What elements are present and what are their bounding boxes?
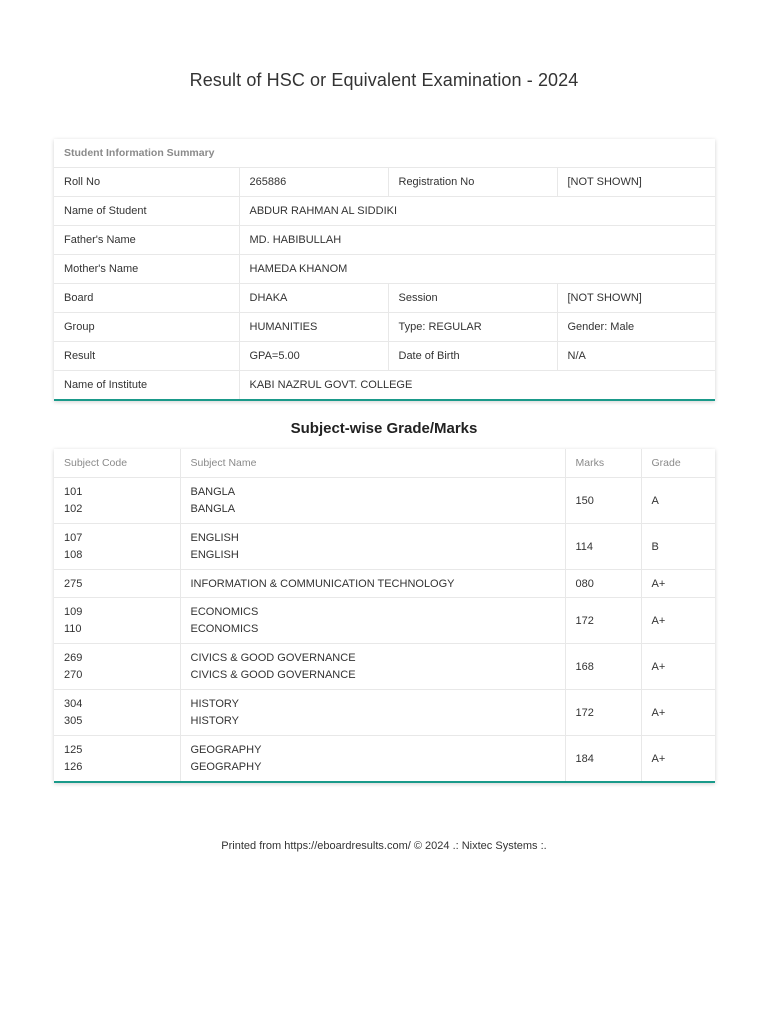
subjects-heading: Subject-wise Grade/Marks <box>290 420 478 437</box>
subject-name: ECONOMICS <box>190 605 259 618</box>
table-row <box>54 736 715 782</box>
subject-name-cell <box>180 524 565 570</box>
subjects-card <box>54 449 715 783</box>
table-row <box>54 478 715 524</box>
subject-code-cell <box>54 644 180 690</box>
subject-code: 125 <box>64 743 83 756</box>
subject-code: 107 <box>64 531 83 544</box>
subject-grade: A <box>641 478 715 524</box>
mother-value: HAMEDA KHANOM <box>239 255 715 284</box>
info-row-institute <box>54 371 715 400</box>
registration-value: [NOT SHOWN] <box>557 168 715 197</box>
board-value: DHAKA <box>239 284 388 313</box>
subject-name: BANGLA <box>190 485 236 498</box>
subject-name-cell <box>180 478 565 524</box>
institute-label: Name of Institute <box>54 371 239 400</box>
subjects-header-row <box>54 449 715 478</box>
subject-name: HISTORY <box>190 714 239 727</box>
group-value: HUMANITIES <box>239 313 388 342</box>
subject-name: HISTORY <box>190 697 239 710</box>
page-title: Result of HSC or Equivalent Examination - 2024 <box>189 70 579 90</box>
father-value: MD. HABIBULLAH <box>239 226 715 255</box>
father-label: Father's Name <box>54 226 239 255</box>
dob-value: N/A <box>557 342 715 371</box>
info-row-board <box>54 284 715 313</box>
subject-code: 109 <box>64 605 83 618</box>
dob-label: Date of Birth <box>388 342 557 371</box>
subject-name: CIVICS & GOOD GOVERNANCE <box>190 651 356 664</box>
group-label: Group <box>54 313 239 342</box>
col-marks: Marks <box>565 449 641 478</box>
subject-marks: 172 <box>565 598 641 644</box>
gender-value: Gender: Male <box>557 313 715 342</box>
subject-name: CIVICS & GOOD GOVERNANCE <box>190 668 356 681</box>
subject-name: ECONOMICS <box>190 622 259 635</box>
info-row-result <box>54 342 715 371</box>
subject-code: 110 <box>64 622 82 635</box>
subject-marks: 080 <box>565 570 641 598</box>
subject-code: 305 <box>64 714 83 727</box>
subject-name-cell <box>180 644 565 690</box>
mother-label: Mother's Name <box>54 255 239 284</box>
table-row <box>54 644 715 690</box>
student-info-card <box>54 139 715 401</box>
subject-name-cell <box>180 736 565 782</box>
subject-code: 270 <box>64 668 83 681</box>
student-info-heading: Student Information Summary <box>54 139 715 168</box>
info-row-roll <box>54 168 715 197</box>
subject-marks: 184 <box>565 736 641 782</box>
subject-code: 269 <box>64 651 83 664</box>
subject-code-cell <box>54 524 180 570</box>
table-row <box>54 690 715 736</box>
info-row-group <box>54 313 715 342</box>
subject-code: 102 <box>64 502 83 515</box>
board-label: Board <box>54 284 239 313</box>
subject-grade: A+ <box>641 644 715 690</box>
student-info-table <box>54 139 715 399</box>
info-row-name <box>54 197 715 226</box>
col-subject-code: Subject Code <box>54 449 180 478</box>
col-grade: Grade <box>641 449 715 478</box>
print-footer: Printed from https://eboardresults.com/ © 2024 .: Nixtec Systems :. <box>221 840 547 852</box>
subject-grade: A+ <box>641 570 715 598</box>
session-label: Session <box>388 284 557 313</box>
subject-name: GEOGRAPHY <box>190 760 262 773</box>
type-value: Type: REGULAR <box>388 313 557 342</box>
subject-name: ENGLISH <box>190 531 239 544</box>
subject-code-cell <box>54 598 180 644</box>
institute-value: KABI NAZRUL GOVT. COLLEGE <box>249 379 413 391</box>
session-value: [NOT SHOWN] <box>557 284 715 313</box>
subject-name: GEOGRAPHY <box>190 743 262 756</box>
subject-marks: 172 <box>565 690 641 736</box>
subject-name: ENGLISH <box>190 548 239 561</box>
subject-code: 126 <box>64 760 83 773</box>
roll-value: 265886 <box>239 168 388 197</box>
subject-marks: 150 <box>565 478 641 524</box>
subject-name: INFORMATION & COMMUNICATION TECHNOLOGY <box>180 570 565 598</box>
info-row-mother <box>54 255 715 284</box>
subject-marks: 114 <box>565 524 641 570</box>
col-subject-name: Subject Name <box>180 449 565 478</box>
result-label: Result <box>54 342 239 371</box>
subject-code: 101 <box>64 485 83 498</box>
subject-name: BANGLA <box>190 502 236 515</box>
registration-label: Registration No <box>388 168 557 197</box>
result-value: GPA=5.00 <box>239 342 388 371</box>
table-row <box>54 570 715 598</box>
subject-grade: A+ <box>641 690 715 736</box>
roll-label: Roll No <box>54 168 239 197</box>
info-row-father <box>54 226 715 255</box>
subjects-table <box>54 449 715 781</box>
name-label: Name of Student <box>54 197 239 226</box>
subject-code-cell <box>54 478 180 524</box>
subject-code: 108 <box>64 548 83 561</box>
name-value: ABDUR RAHMAN AL SIDDIKI <box>239 197 715 226</box>
subject-grade: A+ <box>651 752 666 765</box>
table-row <box>54 524 715 570</box>
subject-grade: B <box>641 524 715 570</box>
subject-marks: 168 <box>565 644 641 690</box>
subject-code-cell <box>54 690 180 736</box>
table-row <box>54 598 715 644</box>
subject-code-cell <box>54 736 180 782</box>
subject-name-cell <box>180 598 565 644</box>
subject-grade: A+ <box>641 598 715 644</box>
subject-code: 304 <box>64 697 83 710</box>
subject-code: 275 <box>54 570 180 598</box>
subject-name-cell <box>180 690 565 736</box>
